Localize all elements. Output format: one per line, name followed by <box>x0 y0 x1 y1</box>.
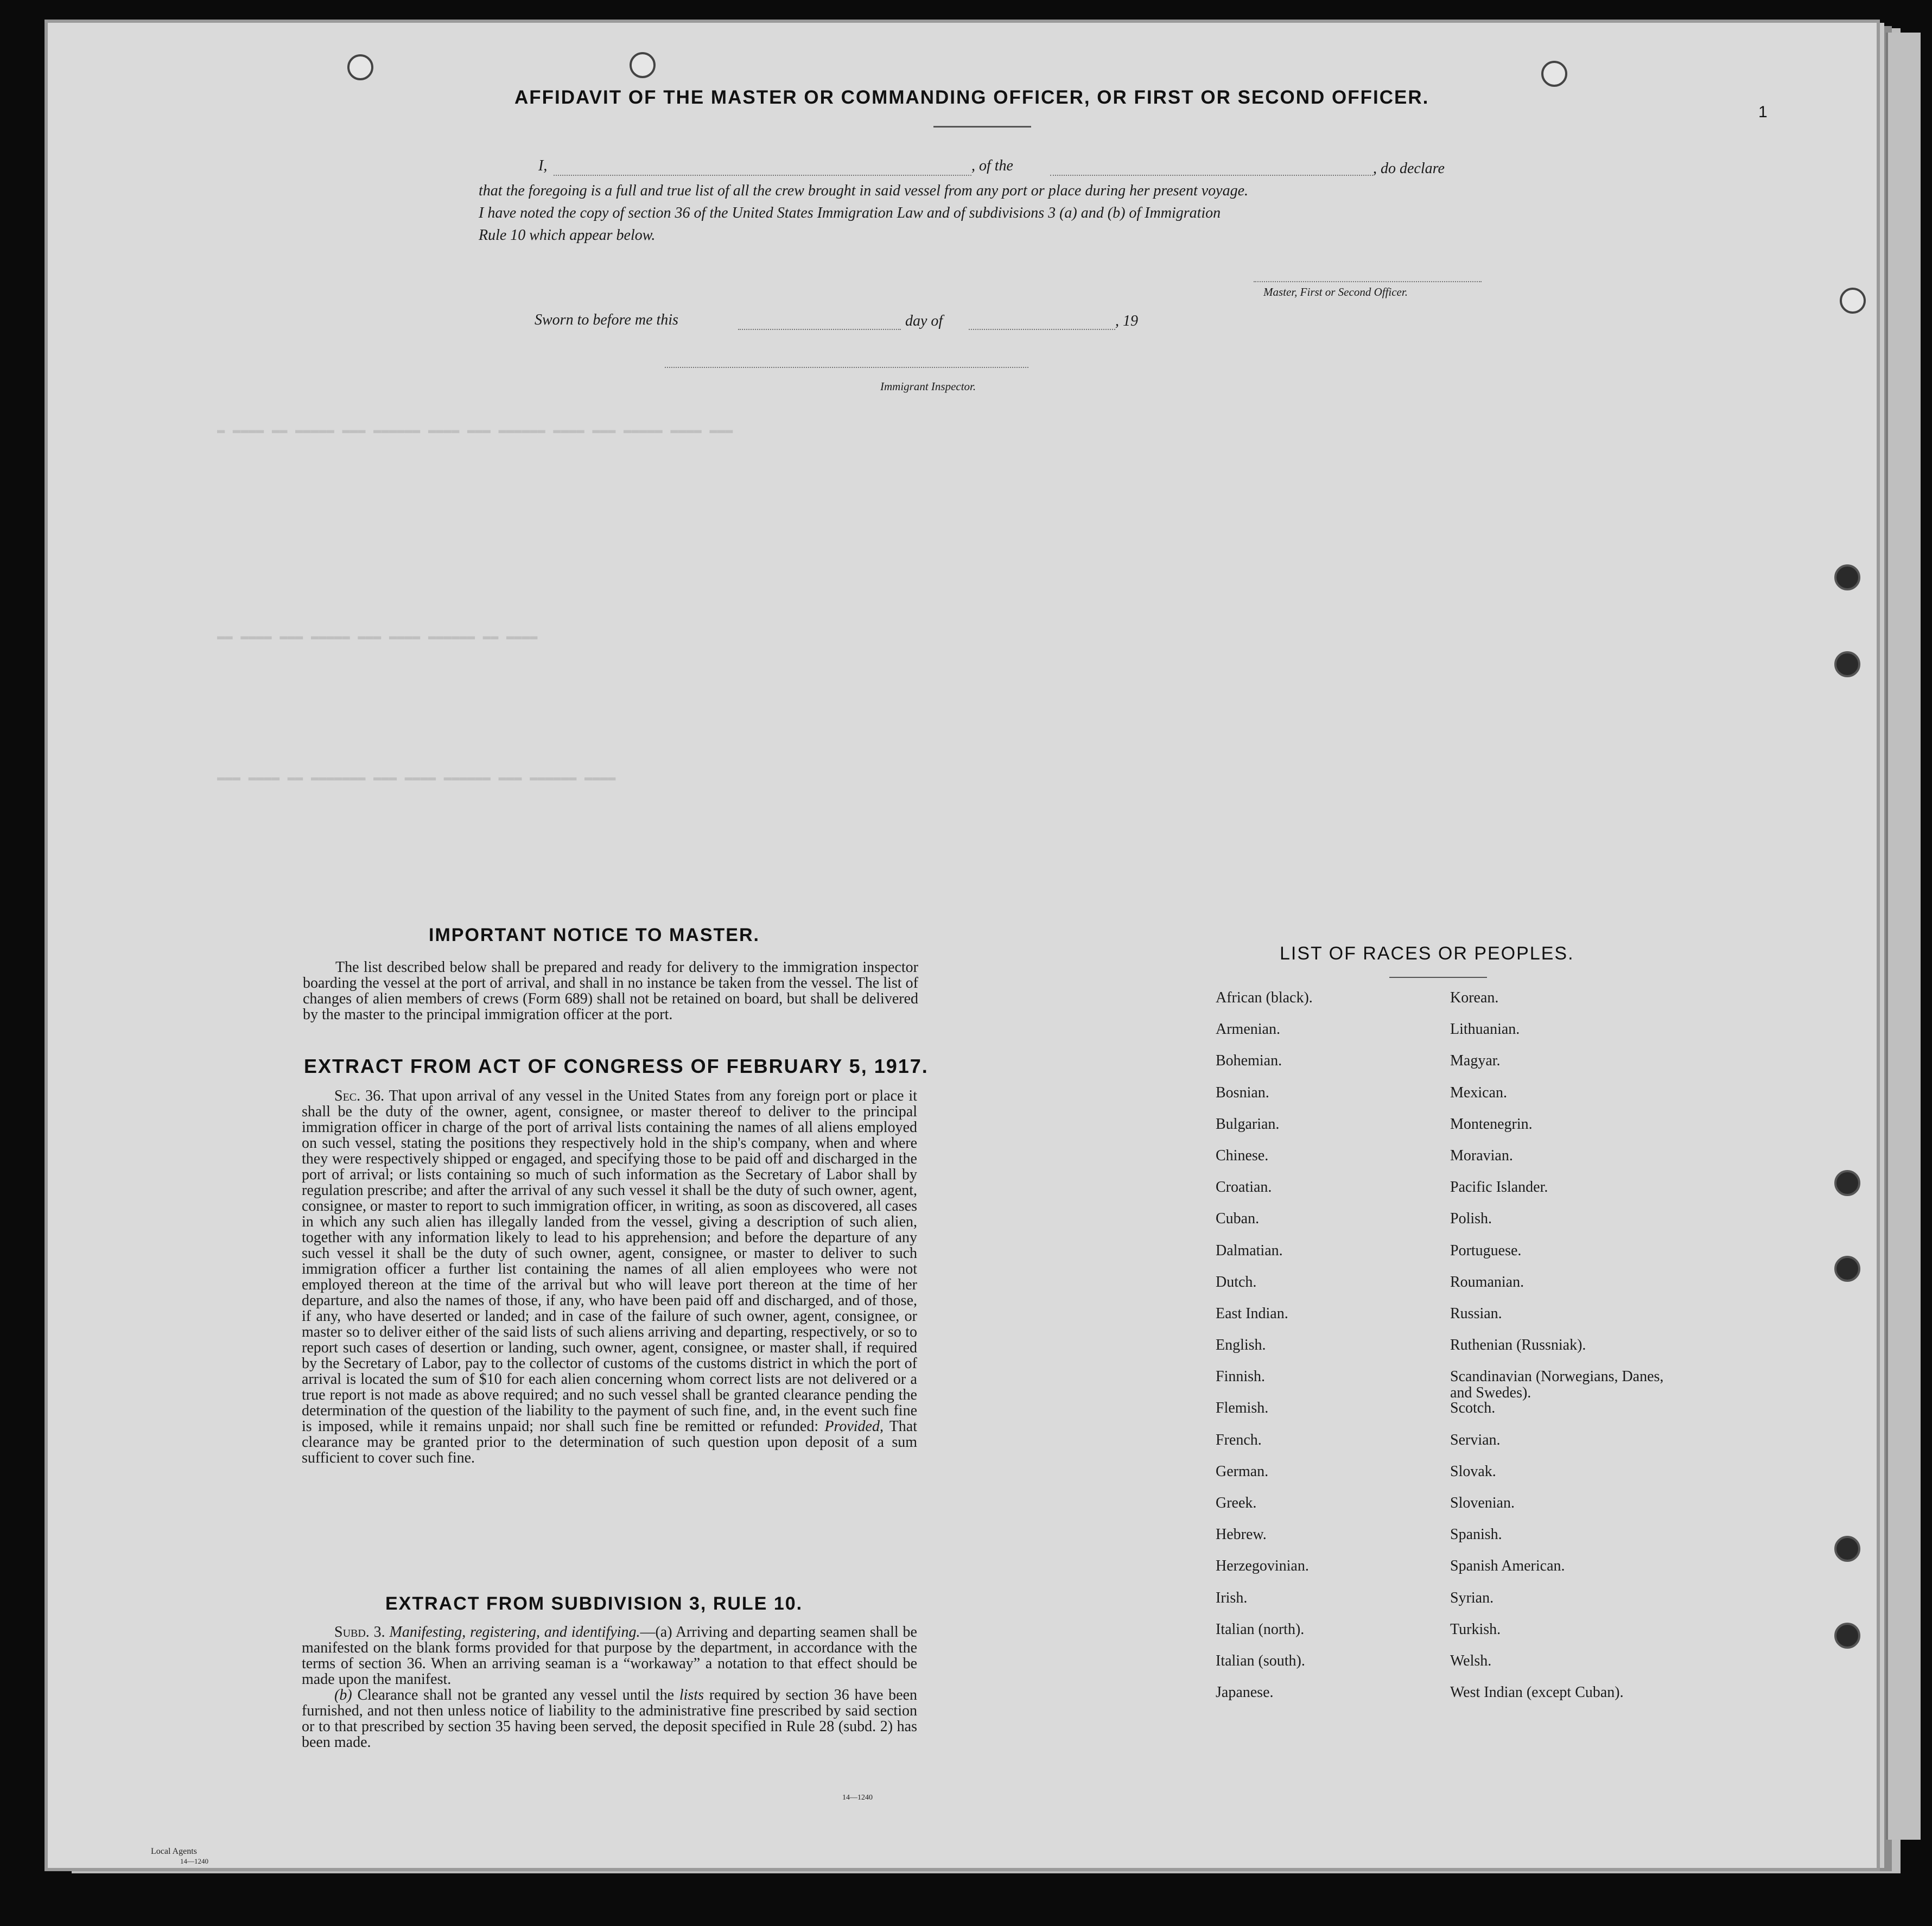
race-item: Russian. <box>1450 1305 1502 1322</box>
bleed-through-text: ▬▬ ▬▬▬▬ ▬▬▬ ▬▬▬▬▬ ▬▬▬ ▬▬▬▬ ▬▬▬▬▬▬ ▬▬ ▬▬▬▬ <box>217 630 538 644</box>
underlying-page-edge <box>1886 33 1921 1840</box>
punch-hole <box>1834 1256 1860 1282</box>
rule10-subd-label: Subd. 3. <box>334 1624 385 1641</box>
affidavit-line-2: that the foregoing is a full and true list of all the crew brought in said vessel from any port or place during her present voyage. <box>479 182 1249 199</box>
rule10-text-a: —(a) Arriving and departing seamen shall be manifested on the blank forms provided for that purpose by the department, in accordance with the terms of section 36. When an arriving seaman is a “workaway” a notation to that effect should be made upon the manifest. <box>302 1624 917 1688</box>
race-item: English. <box>1216 1337 1266 1354</box>
sworn-month-blank <box>969 329 1115 330</box>
act-paragraph <box>302 1088 917 1466</box>
race-item: Finnish. <box>1216 1368 1266 1385</box>
act-text-end: That clearance may be granted prior to the determination of such question upon deposit of a sum sufficient to cover such fine. <box>302 1418 918 1466</box>
act-title: EXTRACT FROM ACT OF CONGRESS OF FEBRUARY 5, 1917. <box>304 1055 929 1077</box>
race-item: Spanish American. <box>1450 1558 1565 1575</box>
race-item: Servian. <box>1450 1431 1501 1448</box>
race-item: Dalmatian. <box>1216 1242 1283 1259</box>
race-item: Spanish. <box>1450 1526 1502 1543</box>
race-item: Montenegrin. <box>1450 1115 1533 1133</box>
punch-hole <box>630 52 656 78</box>
act-text: That upon arrival of any vessel in the United States from any foreign port or place it shall be the duty of the owner, agent, consignee, or master thereof to deliver to the principal immigration officer in charge of the port of arrival lists containing the names of all aliens employed on such vessel, stating the positions they respectively hold in the ship's company, when and where they were respectively shipped or engaged, and specifying those to be paid off and discharged in the port of arrival; or lists containing so much of such information as the Secretary of Labor shall by regulation prescribe; and after the arrival of any such vessel it shall be the duty of such owner, agent, consignee, or master to report to such immigration officer, in writing, as soon as discovered, all cases in which any such alien has illegally landed from the vessel, giving a description of such alien, together with any information likely to lead to his apprehension; and before the departure of any such vessel it shall be the duty of such owner, agent, consignee, or master to deliver to such immigration officer a further list containing the names of all alien employees who were not employed thereon at the time of the arrival but who will leave port thereon at the time of her departure, and also the names of those, if any, who have been paid off and discharged, and of those, if any, who have deserted or landed; and in case of the failure of such owner, agent, consignee, or master so to deliver either of the said lists of such aliens arriving and departing, respectively, or so to report such cases of desertion or landing, such owner, agent, consignee, or master shall, if required by the Secretary of Labor, pay to the collector of customs of the customs district in which the port of arrival is located the sum of $10 for each alien concerning whom correct lists are not delivered or a true report is not made as above required; and no such vessel shall be granted clearance pending the determination of the question of the liability to the payment of such fine, and, in the event such fine is imposed, while it remains unpaid; nor shall such fine be remitted or refunded: <box>302 1088 917 1435</box>
race-item: Bosnian. <box>1216 1084 1269 1101</box>
race-item: Dutch. <box>1216 1273 1257 1291</box>
sworn-day-blank <box>738 329 901 330</box>
sworn-day-of: day of <box>905 313 943 329</box>
race-item: Cuban. <box>1216 1210 1260 1228</box>
race-item: Japanese. <box>1216 1684 1274 1701</box>
race-item: Pacific Islander. <box>1450 1179 1548 1196</box>
race-item: French. <box>1216 1431 1262 1448</box>
notice-paragraph <box>303 959 918 1022</box>
race-item: Croatian. <box>1216 1179 1272 1196</box>
act-provided: Provided, <box>824 1418 884 1435</box>
race-item: Greek. <box>1216 1495 1257 1511</box>
race-item: Bulgarian. <box>1216 1115 1280 1133</box>
vessel-blank-line <box>1050 175 1373 176</box>
race-item: West Indian (except Cuban). <box>1450 1684 1624 1701</box>
rule10-text-b2: required by section 36 have been furnished, and not then unless notice of liability to the administrative fine prescribed by said section or to that prescribed by section 35 having been served, the deposit specified in Rule 28 (subd. 2) has been made. <box>302 1687 918 1751</box>
race-item: Slovak. <box>1450 1463 1496 1480</box>
notice-text: The list described below shall be prepared and ready for delivery to the immigration inspector boarding the vessel at the port of arrival, and shall in no instance be taken from the vessel. The list of changes of alien members of crews (Form 689) shall not be retained on board, but shall be delivered by the master to the principal immigration officer at the port. <box>303 959 918 1023</box>
punch-hole <box>347 54 373 80</box>
race-item: Irish. <box>1216 1589 1248 1606</box>
race-item: Italian (south). <box>1216 1652 1305 1669</box>
race-item: Armenian. <box>1216 1021 1280 1038</box>
race-item: East Indian. <box>1216 1305 1288 1322</box>
punch-hole <box>1834 564 1860 590</box>
act-sec-label: Sec. 36. <box>334 1088 385 1104</box>
race-item: Korean. <box>1450 989 1499 1006</box>
race-item: Scandinavian (Norwegians, Danes, and Swedes). <box>1450 1368 1664 1402</box>
inspector-signature-label: Immigrant Inspector. <box>880 380 976 393</box>
race-item: African (black). <box>1216 989 1313 1006</box>
race-item: Slovenian. <box>1450 1495 1515 1511</box>
race-item: Ruthenian (Russniak). <box>1450 1337 1586 1354</box>
race-item: German. <box>1216 1463 1269 1480</box>
sworn-text: Sworn to before me this <box>535 312 678 328</box>
local-agents-label: Local Agents <box>151 1847 197 1856</box>
race-item: Moravian. <box>1450 1147 1513 1164</box>
races-title: LIST OF RACES OR PEOPLES. <box>1280 943 1574 964</box>
bleed-through-text: ▬▬▬ ▬▬▬▬ ▬▬ ▬▬▬▬▬▬▬ ▬▬▬ ▬▬▬▬ ▬▬▬▬▬▬ ▬▬▬ ▬▬▬▬▬▬ ▬▬▬▬ <box>217 771 616 785</box>
race-item: Welsh. <box>1450 1652 1492 1669</box>
rule10-paragraph <box>302 1624 917 1750</box>
punch-hole <box>1541 61 1567 87</box>
rule10-b-label: (b) <box>334 1687 352 1703</box>
affidavit-i: I, <box>538 157 548 174</box>
race-item: Portuguese. <box>1450 1242 1522 1259</box>
punch-hole <box>1834 651 1860 677</box>
punch-hole <box>1840 288 1866 314</box>
race-item: Scotch. <box>1450 1400 1496 1417</box>
race-item: Chinese. <box>1216 1147 1269 1164</box>
rule10-subd-a <box>302 1624 917 1687</box>
rule10-subd-b <box>302 1687 917 1750</box>
races-column-2 <box>1450 990 1678 1716</box>
name-blank-line <box>554 175 971 176</box>
affidavit-title: AFFIDAVIT OF THE MASTER OR COMMANDING OFFICER, OR FIRST OR SECOND OFFICER. <box>514 87 1429 108</box>
race-item: Polish. <box>1450 1210 1492 1228</box>
affidavit-line-3: I have noted the copy of section 36 of the United States Immigration Law and of subdivisions 3 (a) and (b) of Immigration <box>479 205 1221 221</box>
race-item: Bohemian. <box>1216 1052 1282 1070</box>
race-item: Roumanian. <box>1450 1273 1524 1291</box>
inspector-signature-line <box>665 367 1028 368</box>
sworn-year: , 19 <box>1115 313 1138 329</box>
race-item: Syrian. <box>1450 1589 1494 1606</box>
act-body <box>302 1088 917 1466</box>
title-rule <box>933 126 1031 128</box>
rule10-subd-italic: Manifesting, registering, and identifying. <box>389 1624 640 1641</box>
punch-hole <box>1834 1170 1860 1196</box>
race-item: Magyar. <box>1450 1052 1501 1070</box>
local-agents-code: 14—1240 <box>180 1857 208 1865</box>
rule10-text-b-italic: lists <box>679 1687 704 1703</box>
race-item: Hebrew. <box>1216 1526 1267 1543</box>
races-title-rule <box>1389 977 1487 978</box>
affidavit-do-declare: , do declare <box>1373 160 1445 177</box>
margin-mark: 1 <box>1758 103 1769 121</box>
races-column-1 <box>1216 990 1444 1716</box>
master-signature-label: Master, First or Second Officer. <box>1263 285 1408 298</box>
bleed-through-text: ▬ ▬▬▬▬ ▬▬ ▬▬▬▬▬ ▬▬▬ ▬▬▬▬▬▬ ▬▬▬▬ ▬▬▬ ▬▬▬▬▬▬ ▬▬▬▬ ▬▬▬ ▬▬▬▬▬ ▬▬▬▬ ▬▬▬ <box>217 423 733 438</box>
punch-hole <box>1834 1623 1860 1649</box>
form-code: 14—1240 <box>842 1794 873 1802</box>
master-signature-line <box>1254 281 1482 282</box>
race-item: Flemish. <box>1216 1400 1269 1417</box>
punch-hole <box>1834 1536 1860 1562</box>
rule10-title: EXTRACT FROM SUBDIVISION 3, RULE 10. <box>385 1593 803 1614</box>
affidavit-line-4: Rule 10 which appear below. <box>479 227 656 244</box>
race-item: Mexican. <box>1450 1084 1507 1101</box>
affidavit-of-the: , of the <box>971 157 1013 174</box>
race-item: Lithuanian. <box>1450 1021 1520 1038</box>
race-item: Italian (north). <box>1216 1620 1305 1638</box>
race-item: Herzegovinian. <box>1216 1558 1309 1575</box>
race-item: Turkish. <box>1450 1620 1501 1638</box>
rule10-text-b1: Clearance shall not be granted any vessel until the <box>357 1687 675 1703</box>
notice-title: IMPORTANT NOTICE TO MASTER. <box>429 925 760 945</box>
